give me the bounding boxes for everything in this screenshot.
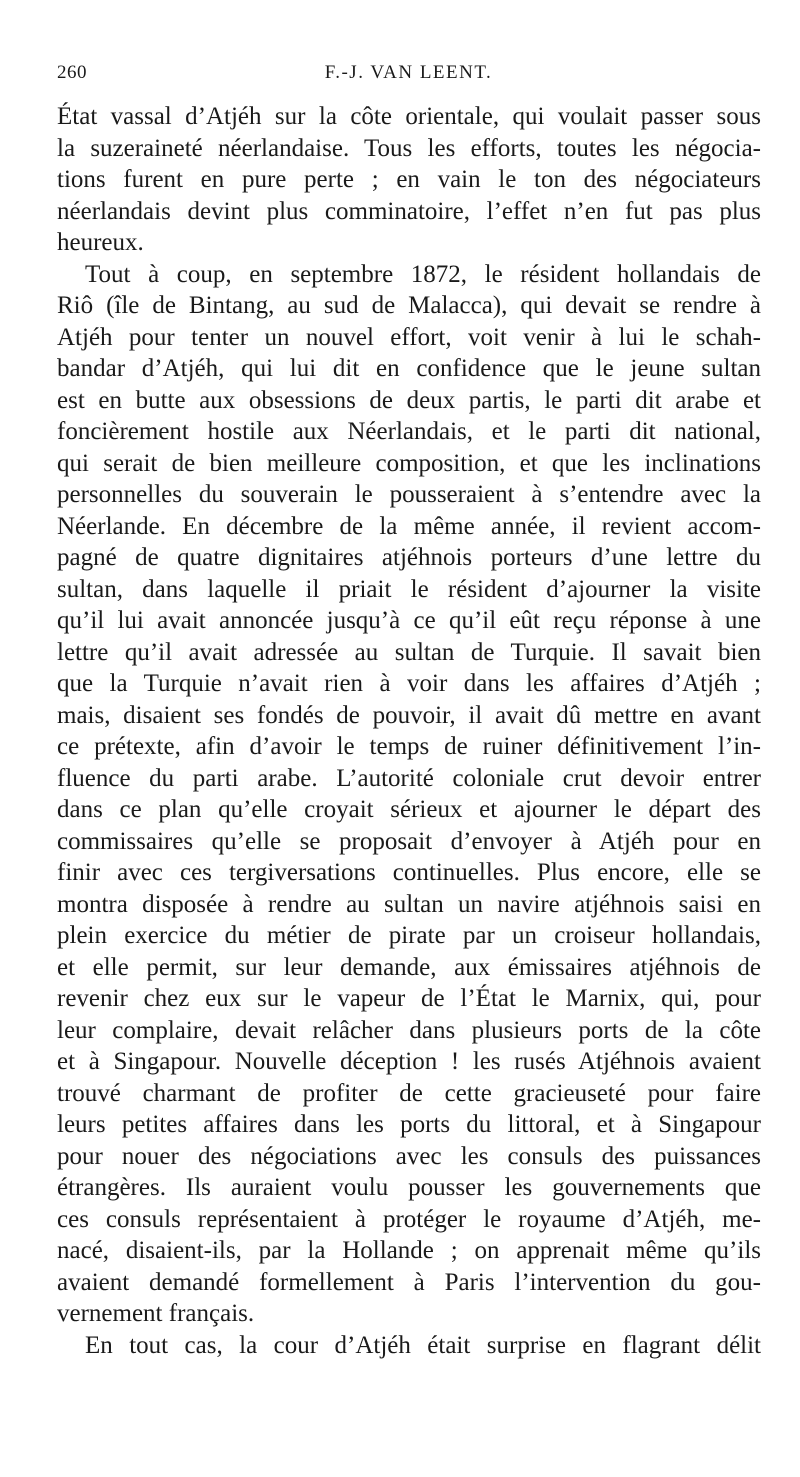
- running-header: [57, 62, 760, 88]
- text-line: trouvé charmant de profiter de cette gracieuseté pour faire: [57, 1079, 761, 1107]
- text-line: personnelles du souverain le pousseraient à s’entendre avec la: [57, 481, 761, 508]
- text-line: est en butte aux obsessions de deux partis, le parti dit arabe et: [57, 386, 761, 414]
- text-line: qu’il lui avait annoncée jusqu’à ce qu’il eût reçu réponse à une: [57, 607, 761, 634]
- text-line: tions furent en pure perte ; en vain le ton des négociateurs: [57, 166, 761, 193]
- text-line: que la Turquie n’avait rien à voir dans les affaires d’Atjéh ;: [57, 670, 761, 697]
- text-line: ce prétexte, afin d’avoir le temps de ruiner définitivement l’in-: [57, 733, 761, 760]
- text-line: pour nouer des négociations avec les consuls des puissances: [57, 1142, 761, 1170]
- text-line: nacé, disaient-ils, par la Hollande ; on apprenait même qu’ils: [57, 1237, 761, 1264]
- text-line: foncièrement hostile aux Néerlandais, et le parti dit national,: [57, 418, 761, 445]
- text-line: finir avec ces tergiversations continuelles. Plus encore, elle se: [57, 859, 761, 886]
- text-line: Néerlande. En décembre de la même année, il revient accom-: [57, 512, 761, 540]
- text-line: En tout cas, la cour d’Atjéh était surprise en flagrant délit: [85, 1331, 761, 1359]
- text-line: néerlandais devint plus comminatoire, l’effet n’en fut pas plus: [57, 197, 761, 225]
- text-line: lettre qu’il avait adressée au sultan de Turquie. Il savait bien: [57, 638, 761, 666]
- text-line: mais, disaient ses fondés de pouvoir, il avait dû mettre en avant: [57, 701, 761, 729]
- running-title: F.-J. VAN LEENT.: [324, 62, 493, 83]
- text-line: plein exercice du métier de pirate par un croiseur hollandais,: [57, 922, 761, 949]
- text-line: vernement français.: [57, 1300, 255, 1327]
- text-line: bandar d’Atjéh, qui lui dit en confidence que le jeune sultan: [57, 355, 761, 382]
- body-text: [57, 101, 761, 1361]
- text-line: pagné de quatre dignitaires atjéhnois porteurs d’une lettre du: [57, 544, 761, 571]
- text-line: Riô (île de Bintang, au sud de Malacca), qui devait se rendre à: [57, 292, 761, 319]
- text-line: sultan, dans laquelle il priait le résident d’ajourner la visite: [57, 575, 761, 603]
- text-line: et à Singapour. Nouvelle déception ! les rusés Atjéhnois avaient: [57, 1048, 761, 1075]
- text-line: montra disposée à rendre au sultan un navire atjéhnois saisi en: [57, 890, 761, 918]
- text-line: leur complaire, devait relâcher dans plusieurs ports de la côte: [57, 1016, 761, 1044]
- text-line: la suzeraineté néerlandaise. Tous les efforts, toutes les négocia-: [57, 134, 761, 162]
- text-line: commissaires qu’elle se proposait d’envoyer à Atjéh pour en: [57, 827, 761, 855]
- text-line: heureux.: [57, 229, 144, 256]
- text-line: ces consuls représentaient à protéger le royaume d’Atjéh, me-: [57, 1205, 761, 1233]
- text-line: État vassal d’Atjéh sur la côte orientale, qui voulait passer sous: [57, 103, 761, 130]
- text-line: revenir chez eux sur le vapeur de l’État le Marnix, qui, pour: [57, 985, 761, 1012]
- text-line: Atjéh pour tenter un nouvel effort, voit venir à lui le schah-: [57, 323, 761, 351]
- text-line: Tout à coup, en septembre 1872, le résident hollandais de: [85, 260, 761, 288]
- text-line: et elle permit, sur leur demande, aux émissaires atjéhnois de: [57, 953, 761, 981]
- text-line: avaient demandé formellement à Paris l’intervention du gou-: [57, 1268, 761, 1296]
- text-line: fluence du parti arabe. L’autorité coloniale crut devoir entrer: [57, 764, 761, 792]
- text-line: leurs petites affaires dans les ports du littoral, et à Singapour: [57, 1111, 761, 1138]
- text-line: dans ce plan qu’elle croyait sérieux et ajourner le départ des: [57, 796, 761, 823]
- text-line: qui serait de bien meilleure composition, et que les inclinations: [57, 449, 761, 477]
- page-number: 260: [57, 62, 87, 83]
- text-line: étrangères. Ils auraient voulu pousser les gouvernements que: [57, 1174, 761, 1201]
